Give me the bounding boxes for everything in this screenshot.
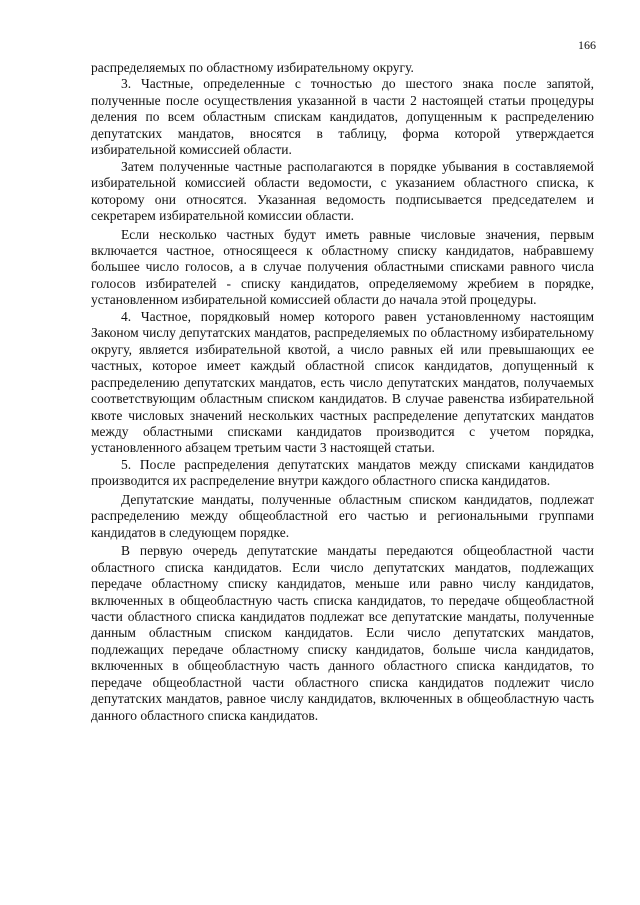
paragraph-part-3-ordering: Затем полученные частные располагаются в порядке убывания в составляемой избирательной комиссией области ведомости, с указанием областного списка, к которому они относятся. Указанная ведомость подписывается председателем и секретарем избирательной комиссии области. [91, 158, 594, 224]
paragraph-part-4: 4. Частное, порядковый номер которого равен установленному настоящим Законом числу депутатских мандатов, распределяемых по областному избирательному округу, является избирательной квотой, а число равных ей или превышающих ее частных, которое имеет каждый областной список кандидатов, допущенный к распределению депутатских мандатов, есть число депутатских мандатов, получаемых соответствующим областным списком кандидатов. В случае равенства избирательной квоте числовых значений нескольких частных распределение депутатских мандатов между областными списками кандидатов производится с учетом порядка, установленного абзацем третьим части 3 настоящей статьи. [91, 308, 594, 456]
paragraph-part-3: 3. Частные, определенные с точностью до шестого знака после запятой, полученные после осуществления указанной в части 2 настоящей статьи процедуры деления по всем областным спискам кандидатов, допущенным к распределению депутатских мандатов, вносятся в таблицу, форма которой утверждается избирательной комиссией области. [91, 76, 594, 158]
paragraph-first-priority: В первую очередь депутатские мандаты передаются общеобластной части областного списка кандидатов. Если число депутатских мандатов, подлежащих передаче областному списку кандидатов, меньше или равно числу кандидатов, включенных в общеобластную часть списка кандидатов, то передаче общеобластной части областного списка кандидатов подлежат все депутатские мандаты, полученные данным областным списком кандидатов. Если число депутатских мандатов, подлежащих передаче областному списку кандидатов, больше числа кандидатов, включенных в общеобластную часть данного областного списка кандидатов, то передаче общеобластной части областного списка кандидатов подлежит число депутатских мандатов, равное числу кандидатов, включенных в общеобластную часть данного областного списка кандидатов. [91, 543, 594, 723]
paragraph-continuation: распределяемых по областному избирательному округу. [91, 60, 414, 75]
page-number: 166 [578, 38, 596, 52]
paragraph-part-3-equal-values: Если несколько частных будут иметь равные числовые значения, первым включается частное, относящееся к областному списку кандидатов, набравшему большее число голосов, а в случае получения областными списками равного числа голосов избирателей - списку кандидатов, определяемому жребием в порядке, установленном избирательной комиссией области до начала этой процедуры. [91, 226, 594, 308]
paragraph-part-5: 5. После распределения депутатских мандатов между списками кандидатов производится их распределение внутри каждого областного списка кандидатов. [91, 456, 594, 489]
document-body [91, 60, 594, 724]
paragraph-mandate-distribution: Депутатские мандаты, полученные областным списком кандидатов, подлежат распределению между общеобластной его частью и региональными группами кандидатов в следующем порядке. [91, 491, 594, 540]
